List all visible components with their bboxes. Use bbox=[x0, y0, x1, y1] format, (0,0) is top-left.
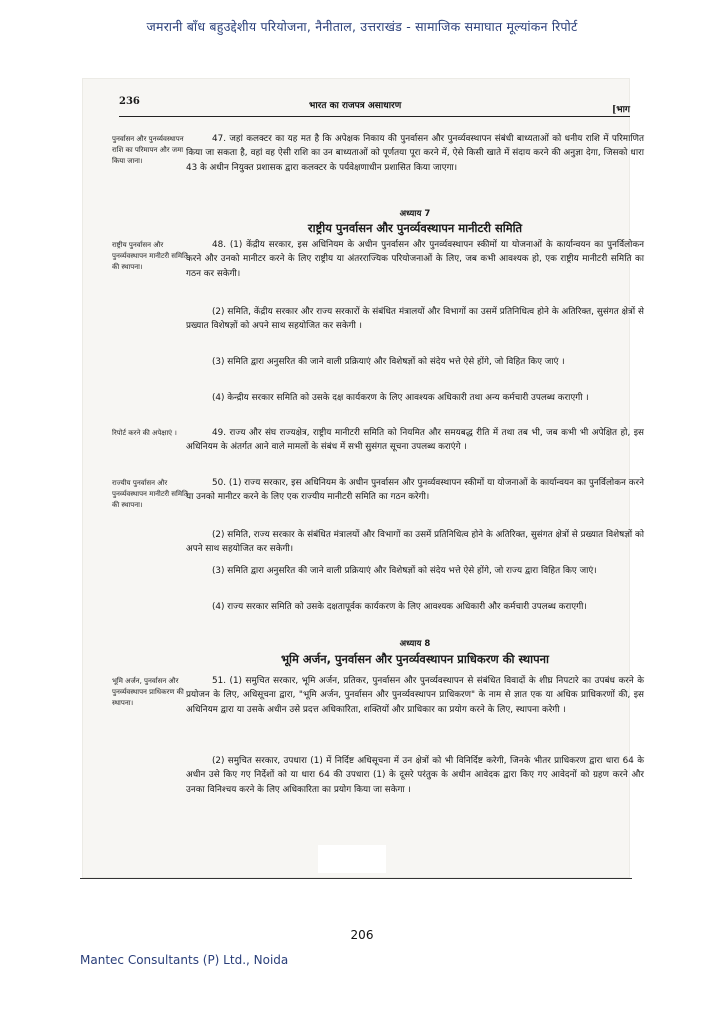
margin-note-49: रिपोर्ट करने की अपेक्षाएं । bbox=[112, 429, 177, 437]
section-48-3: (3) समिति द्वारा अनुसरित की जाने वाली प्रक्रियाएं और विशेषज्ञों को संदेय भत्ते ऐसे होंगे, जो विहित किए जाएं । bbox=[212, 357, 565, 367]
section-48-1: 48. (1) केंद्रीय सरकार, इस अधिनियम के अधीन पुनर्वासन और पुनर्व्यवस्थापन स्कीमों या योजनाओं के कार्यान्वयन का पुनर्विलोकन करने और उनको मानीटर करने के लिए राष्ट्रीय या अंतरराज्यिक परियोजनाओं के लिए, जब कभी आवश्यक हो, एक राष्ट्रीय मानीटरी समिति का गठन कर सकेगी। bbox=[186, 240, 644, 279]
section-48-2: (2) समिति, केंद्रीय सरकार और राज्य सरकारों के संबंधित मंत्रालयों और विभागों का उसमें प्रतिनिधित्व होने के अतिरिक्त, सुसंगत क्षेत्रों से प्रख्यात विशेषज्ञों को अपने साथ सहयोजित कर सकेगी । bbox=[186, 307, 644, 332]
margin-note-50: राज्यीय पुनर्वासन और पुनर्व्यवस्थापन मानीटरी समिति की स्थापना। bbox=[112, 479, 188, 509]
scan-bottom-rule bbox=[80, 878, 632, 879]
section-51-2: (2) समुचित सरकार, उपधारा (1) में निर्दिष्ट अधिसूचना में उन क्षेत्रों को भी विनिर्दिष्ट करेगी, जिनके भीतर प्राधिकरण द्वारा धारा 64 के अधीन उसे किए गए निर्देशों को या धारा 64 की उपधारा (1) के दूसरे परंतुक के अधीन आवेदक द्वारा किए गए आवेदनों को ग्रहण करने और उनका विनिश्चय करने के लिए अधिकारिता का प्रयोग किया जा सकेगा । bbox=[186, 756, 644, 795]
section-50-4: (4) राज्य सरकार समिति को उसके दक्षतापूर्वक कार्यकरण के लिए आवश्यक अधिकारी और कर्मचारी उपलब्ध कराएगी। bbox=[212, 602, 587, 612]
section-51-1: 51. (1) समुचित सरकार, भूमि अर्जन, प्रतिकर, पुनर्वासन और पुनर्व्यवस्थापन से संबंधित विवादों के शीघ्र निपटारे का उपबंध करने के प्रयोजन के लिए, अधिसूचना द्वारा, "भूमि अर्जन, पुनर्वासन और पुनर्व्यवस्थापन प्राधिकरण" के नाम से ज्ञात एक या अधिक प्राधिकरणों की, इस अधिनियम द्वारा या उसके अधीन उसे प्रदत्त अधिकारिता, शक्तियों और प्राधिकार का प्रयोग करने के लिए, स्थापना करेगी । bbox=[186, 676, 644, 715]
report-header: जमरानी बाँध बहुउद्देशीय परियोजना, नैनीताल, उत्तराखंड - सामाजिक समाघात मूल्यांकन रिपोर्ट bbox=[146, 19, 578, 34]
chapter-8-number: अध्याय 8 bbox=[399, 639, 431, 649]
chapter-7-number: अध्याय 7 bbox=[399, 209, 431, 219]
footer-company: Mantec Consultants (P) Ltd., Noida bbox=[80, 953, 289, 967]
margin-note-48: राष्ट्रीय पुनर्वासन और पुनर्व्यवस्थापन मानीटरी समिति की स्थापना। bbox=[112, 241, 188, 271]
report-page-number: 206 bbox=[350, 928, 374, 942]
section-48-4: (4) केन्द्रीय सरकार समिति को उसके दक्ष कार्यकरण के लिए आवश्यक अधिकारी तथा अन्य कर्मचारी उपलब्ध कराएगी । bbox=[212, 393, 589, 403]
white-patch bbox=[318, 845, 386, 873]
section-47: 47. जहां कलक्टर का यह मत है कि अपेक्षक निकाय की पुनर्वासन और पुनर्व्यवस्थापन संबंधी बाध्यताओं को धनीय राशि में परिमाणित किया जा सकता है, वहां वह ऐसी राशि का उन बाध्यताओं को पूर्णतया पूरा करने में, ऐसे किसी खाते में संदाय करने की अनुज्ञा देगा, जिसको धारा 43 के अधीन नियुक्त प्रशासक द्वारा कलक्टर के पर्यवेक्षणाधीन प्रशासित किया जाएगा। bbox=[186, 134, 644, 173]
scanned-gazette-page bbox=[82, 78, 644, 878]
section-49: 49. राज्य और संघ राज्यक्षेत्र, राष्ट्रीय मानीटरी समिति को नियमित और समयबद्ध रीति में तथा तब भी, जब कभी भी अपेक्षित हो, इस अधिनियम के अंतर्गत आने वाले मामलों के संबंध में सभी सुसंगत सूचना उपलब्ध कराएंगे । bbox=[186, 428, 644, 453]
margin-note-51: भूमि अर्जन, पुनर्वासन और पुनर्व्यवस्थापन प्राधिकरण की स्थापना। bbox=[112, 677, 184, 707]
gazette-part: [भाग bbox=[612, 105, 630, 115]
section-50-2: (2) समिति, राज्य सरकार के संबंधित मंत्रालयों और विभागों का उसमें प्रतिनिधित्व होने के अतिरिक्त, सुसंगत क्षेत्रों से प्रख्यात विशेषज्ञों को अपने साथ सहयोजित कर सकेगी। bbox=[186, 530, 644, 555]
margin-note-47: पुनर्वासन और पुनर्व्यवस्थापन राशि का परिमापन और जमा किया जाना। bbox=[112, 135, 184, 165]
gazette-title: भारत का राजपत्र असाधारण bbox=[309, 101, 402, 111]
chapter-8-title: भूमि अर्जन, पुनर्वासन और पुनर्व्यवस्थापन प्राधिकरण की स्थापना bbox=[280, 652, 550, 666]
chapter-7-title: राष्ट्रीय पुनर्वासन और पुनर्व्यवस्थापन मानीटरी समिति bbox=[307, 221, 523, 235]
section-50-3: (3) समिति द्वारा अनुसरित की जाने वाली प्रक्रियाएं और विशेषज्ञों को संदेय भत्ते ऐसे होंगे, जो राज्य द्वारा विहित किए जाएं। bbox=[212, 566, 597, 576]
gazette-header bbox=[119, 96, 630, 117]
gazette-page-number: 236 bbox=[119, 96, 140, 107]
section-50-1: 50. (1) राज्य सरकार, इस अधिनियम के अधीन पुनर्वासन और पुनर्व्यवस्थापन स्कीमों या योजनाओं के कार्यान्वयन का पुनर्विलोकन करने या उनको मानीटर करने के लिए एक राज्यीय मानीटरी समिति का गठन करेगी। bbox=[186, 478, 644, 503]
